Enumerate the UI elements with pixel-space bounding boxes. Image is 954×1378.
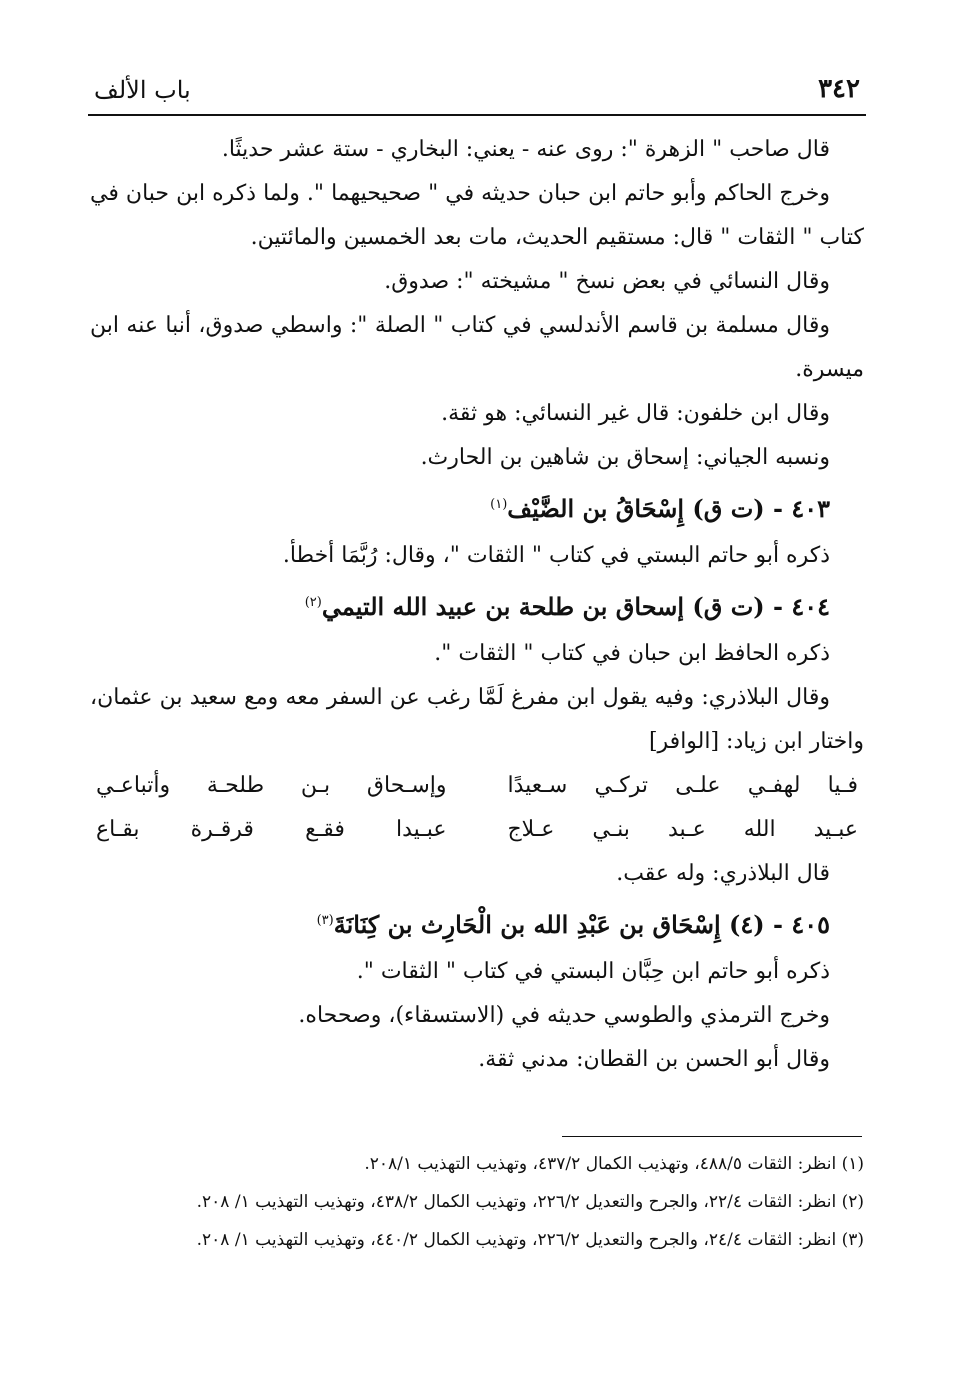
paragraph: ذكره الحافظ ابن حبان في كتاب " الثقات ". (434, 641, 830, 666)
verse-line (96, 808, 858, 852)
footnote-ref: (٣) (316, 913, 334, 928)
paragraph: قال البلاذري: وله عقب. (616, 861, 830, 886)
footnote-ref: (١) (490, 497, 508, 512)
footnote-separator (562, 1136, 862, 1137)
paragraph: قال صاحب " الزهرة ": روى عنه - يعني: البخاري - ستة عشر حديثًا. (221, 137, 830, 162)
verse-line (96, 764, 858, 808)
paragraph: وقال أبو الحسن بن القطان: مدني ثقة. (478, 1047, 830, 1072)
entry-heading-403 (90, 480, 864, 534)
footnotes (90, 1146, 864, 1260)
paragraph: ذكره أبو حاتم ابن حِبَّان البستي في كتاب " الثقات ". (356, 959, 830, 984)
verse-first-hemistich: فـيا لهفـي علـى تركـي سـعيدًا (507, 773, 858, 798)
paragraph: وخرج الترمذي والطوسي حديثه في (الاستسقاء)، وصححاه. (298, 1003, 830, 1028)
footnote: (١) انظر: الثقات ٤٨٨/٥، وتهذيب الكمال ٤٣٧/٢، وتهذيب التهذيب ٢٠٨/١. (364, 1154, 864, 1174)
page-number: ٣٤٢ (818, 74, 860, 104)
footnote: (٢) انظر: الثقات ٢٢/٤، والجرح والتعديل ٢٢٦/٢، وتهذيب الكمال ٤٣٨/٢، وتهذيب التهذيب ١/ ٢٠٨. (196, 1192, 864, 1212)
paragraph: وقال النسائي في بعض نسخ " مشيخته ": صدوق. (384, 269, 830, 294)
verse-second-hemistich: وإسـحاق بـن طلحـة وأتباعـي (96, 773, 447, 798)
entry-heading-405 (90, 896, 864, 950)
verse-second-hemistich: عبـيدا فقـع قرقـرة بقـاع (96, 817, 447, 842)
footnote-ref: (٢) (304, 595, 322, 610)
entry-title: ٤٠٤ - (ت ق) إسحاق بن طلحة بن عبيد الله التيمي (321, 592, 830, 621)
entry-title: ٤٠٣ - (ت ق) إِسْحَاقُ بن الضَّيْف (507, 494, 830, 523)
entry-title: ٤٠٥ - (٤) إِسْحَاق بن عَبْدِ الله بن الْحَارِث بن كِنَانَةَ (333, 910, 830, 939)
paragraph: ذكره أبو حاتم البستي في كتاب " الثقات "، وقال: رُبَّمَا أخطأ. (282, 543, 830, 568)
running-title: باب الألف (94, 76, 191, 104)
verse-first-hemistich: عبـيد الله عـبد بنـي عـلاج (507, 817, 858, 842)
main-text (90, 128, 864, 1082)
footnote: (٣) انظر: الثقات ٢٤/٤، والجرح والتعديل ٢٢٦/٢، وتهذيب الكمال ٤٤٠/٢، وتهذيب التهذيب ١/ ٢٠٨. (196, 1230, 864, 1250)
header-rule (88, 114, 866, 116)
page-header (88, 70, 866, 110)
paragraph: ونسبه الجياني: إسحاق بن شاهين بن الحارث. (420, 445, 830, 470)
paragraph: وقال مسلمة بن قاسم الأندلسي في كتاب " الصلة ": واسطي صدوق، أنبا عنه ابن ميسرة. (90, 313, 864, 382)
paragraph: وقال ابن خلفون: قال غير النسائي: هو ثقة. (441, 401, 830, 426)
entry-heading-404 (90, 578, 864, 632)
paragraph: وخرج الحاكم وأبو حاتم ابن حبان حديثه في " صحيحيهما ". ولما ذكره ابن حبان في كتاب " الثقات " قال: مستقيم الحديث، مات بعد الخمسين والمائتين. (90, 181, 864, 250)
paragraph: وقال البلاذري: وفيه يقول ابن مفرغ لَمَّا رغب عن السفر معه ومع سعيد بن عثمان، واختار ابن زياد: [الوافر] (90, 685, 864, 754)
